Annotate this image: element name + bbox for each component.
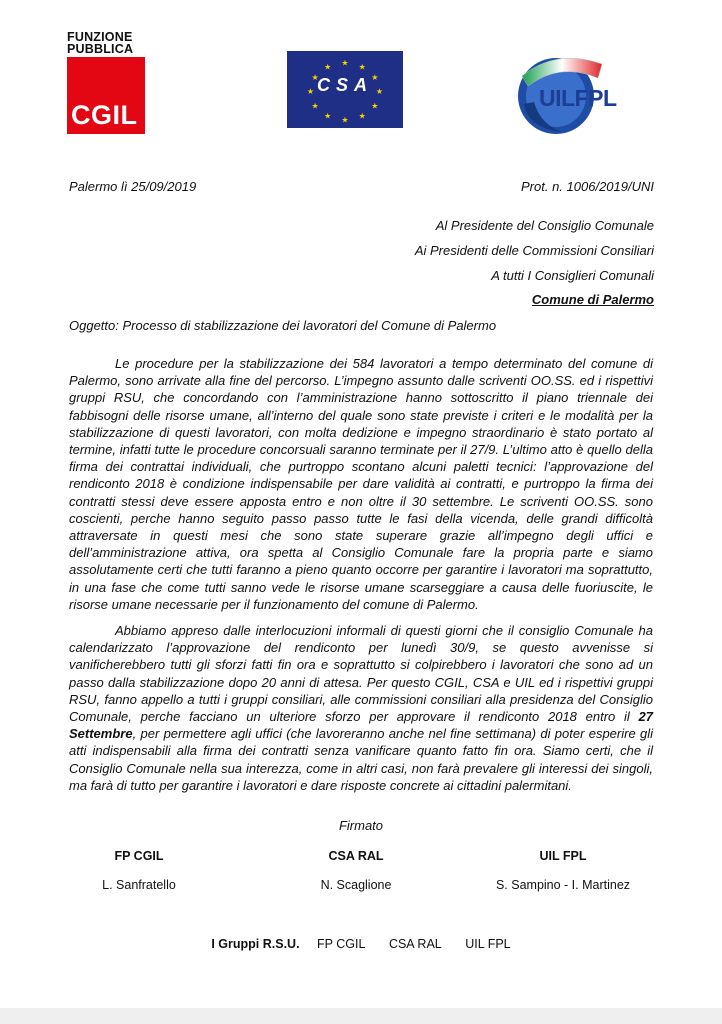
signatory-names: S. Sampino - I. Martinez [495, 878, 631, 892]
star-icon: ★ [341, 58, 349, 68]
signatory-org: UIL FPL [539, 849, 587, 863]
star-icon: ★ [324, 62, 332, 72]
deadline-date: 27 Settembre [69, 709, 653, 742]
cgil-logo-line2: PUBBLICA [67, 42, 134, 56]
csa-logo [287, 51, 403, 128]
body-paragraph-2-text: Abbiamo appreso dalle interlocuzioni informali di questi giorni che il consiglio Comunale ha calendarizzato l’approvazione del rendiconto per lunedì 30/9, se questo avvenisse si vanificherebbero tutti gli sforzi fatti fin ora e soprattutto si colpirebbero i lavoratori che sono ad un passo dalla stabilizzazione dopo 20 anni di attesa. Per questo CGIL, CSA e UIL ed i rispettivi gruppi RSU, fanno appello a tutti i gruppi consiliari, alle commissioni consiliari alla presidenza del Consiglio Comunale, perche facciano un ulteriore sforzo per approvare il rendiconto 2018 entro il [69, 623, 653, 725]
recipient-line: Ai Presidenti delle Commissioni Consiliari [414, 243, 654, 258]
cgil-logo [67, 31, 147, 134]
signatory-org: CSA RAL [328, 849, 384, 863]
star-icon: ★ [371, 101, 379, 111]
uil-logo [510, 44, 638, 136]
recipient-line: Al Presidente del Consiglio Comunale [435, 218, 654, 233]
body-paragraph-1: Le procedure per la stabilizzazione dei 584 lavoratori a tempo determinato del comune di Palermo, sono arrivate alla fine del percorso. L’impegno assunto dalle scriventi OO.SS. ed i rispettivi gruppi RSU, che concordando con l’amministrazione hanno sottoscritto il piano triennale dei fabbisogni delle risorse umane, all’interno del quale sono state previste i criteri e le modalità per la stabilizzazione di questi lavoratori, con molta dedizione e impegno straordinario è stato portato al termine, infatti tutte le procedure concorsuali saranno terminate per il 27/9. L’ultimo atto è quello della firma dei contrattai individuali, che purtroppo scontano alcuni paletti tecnici: l’approvazione del rendiconto 2018 è condizione indispensabile per dare validità ai contratti, e purtroppo la firma dei contratti stessi deve essere apposta entro e non oltre il 30 settembre. Le scriventi OO.SS. sono coscienti, perche hanno seguito passo passo tutte le fasi della vicenda, delle grandi difficoltà attraversate in questi mesi che sono state superare grazie all’impegno degli uffici e dell’amministrazione attiva, ora spetta al Consiglio Comunale fare la propria parte e siamo assolutamente certi che tutti faranno a pieno quanto occorre per garantire i lavoratori ma soprattutto, in una fase che come tutti sanno vede le risorse umane scarseggiare a causa delle fuoriuscite, le risorse umane necessarie per il funzionamento del comune di Palermo. [69, 356, 653, 612]
uil-logo-text: UILFPL [539, 85, 617, 111]
protocol-number: Prot. n. 1006/2019/UNI [521, 179, 654, 194]
star-icon: ★ [311, 101, 319, 111]
rsu-label: I Gruppi R.S.U. [211, 937, 300, 951]
star-icon: ★ [311, 72, 319, 82]
star-icon: ★ [306, 87, 315, 96]
recipient-organization: Comune di Palermo [531, 292, 654, 307]
star-icon: ★ [375, 87, 384, 96]
rsu-group: UIL FPL [465, 937, 511, 951]
signatory-org: FP CGIL [114, 849, 164, 863]
page-bottom-edge [0, 1008, 722, 1024]
signatory-names: L. Sanfratello [102, 878, 176, 892]
body-paragraph-2 [69, 622, 653, 794]
star-icon: ★ [358, 111, 366, 121]
rsu-groups-line [0, 937, 722, 951]
signatory-names: N. Scaglione [320, 878, 392, 892]
cgil-logo-text: CGIL [71, 100, 138, 130]
body-paragraph-2-text-end: , per permettere agli uffici (che lavoreranno anche nel fine settimana) di poter esperire gli atti indispensabili alla firma dei contratti senza vanificare quanto fatto fin ora. Siamo certi, che il Consiglio Comunale nella sua interezza, come in altri casi, non farà prevalere gli interessi dei singoli, ma farà di tutto per garantire i lavoratori e dare risposte concrete ai cittadini palermitani. [69, 726, 653, 793]
cgil-logo-line1: FUNZIONE [67, 30, 133, 44]
csa-logo-text: CSA [316, 75, 373, 95]
star-icon: ★ [371, 72, 379, 82]
cgil-logo-box [67, 57, 145, 134]
rsu-group: FP CGIL [317, 937, 366, 951]
signed-label: Firmato [338, 818, 384, 833]
star-icon: ★ [324, 111, 332, 121]
recipient-line: A tutti I Consiglieri Comunali [491, 268, 654, 283]
star-icon: ★ [341, 115, 349, 125]
letter-subject: Oggetto: Processo di stabilizzazione dei lavoratori del Comune di Palermo [69, 318, 497, 333]
place-date: Palermo lì 25/09/2019 [69, 179, 197, 194]
star-icon: ★ [358, 62, 366, 72]
rsu-group: CSA RAL [388, 937, 442, 951]
